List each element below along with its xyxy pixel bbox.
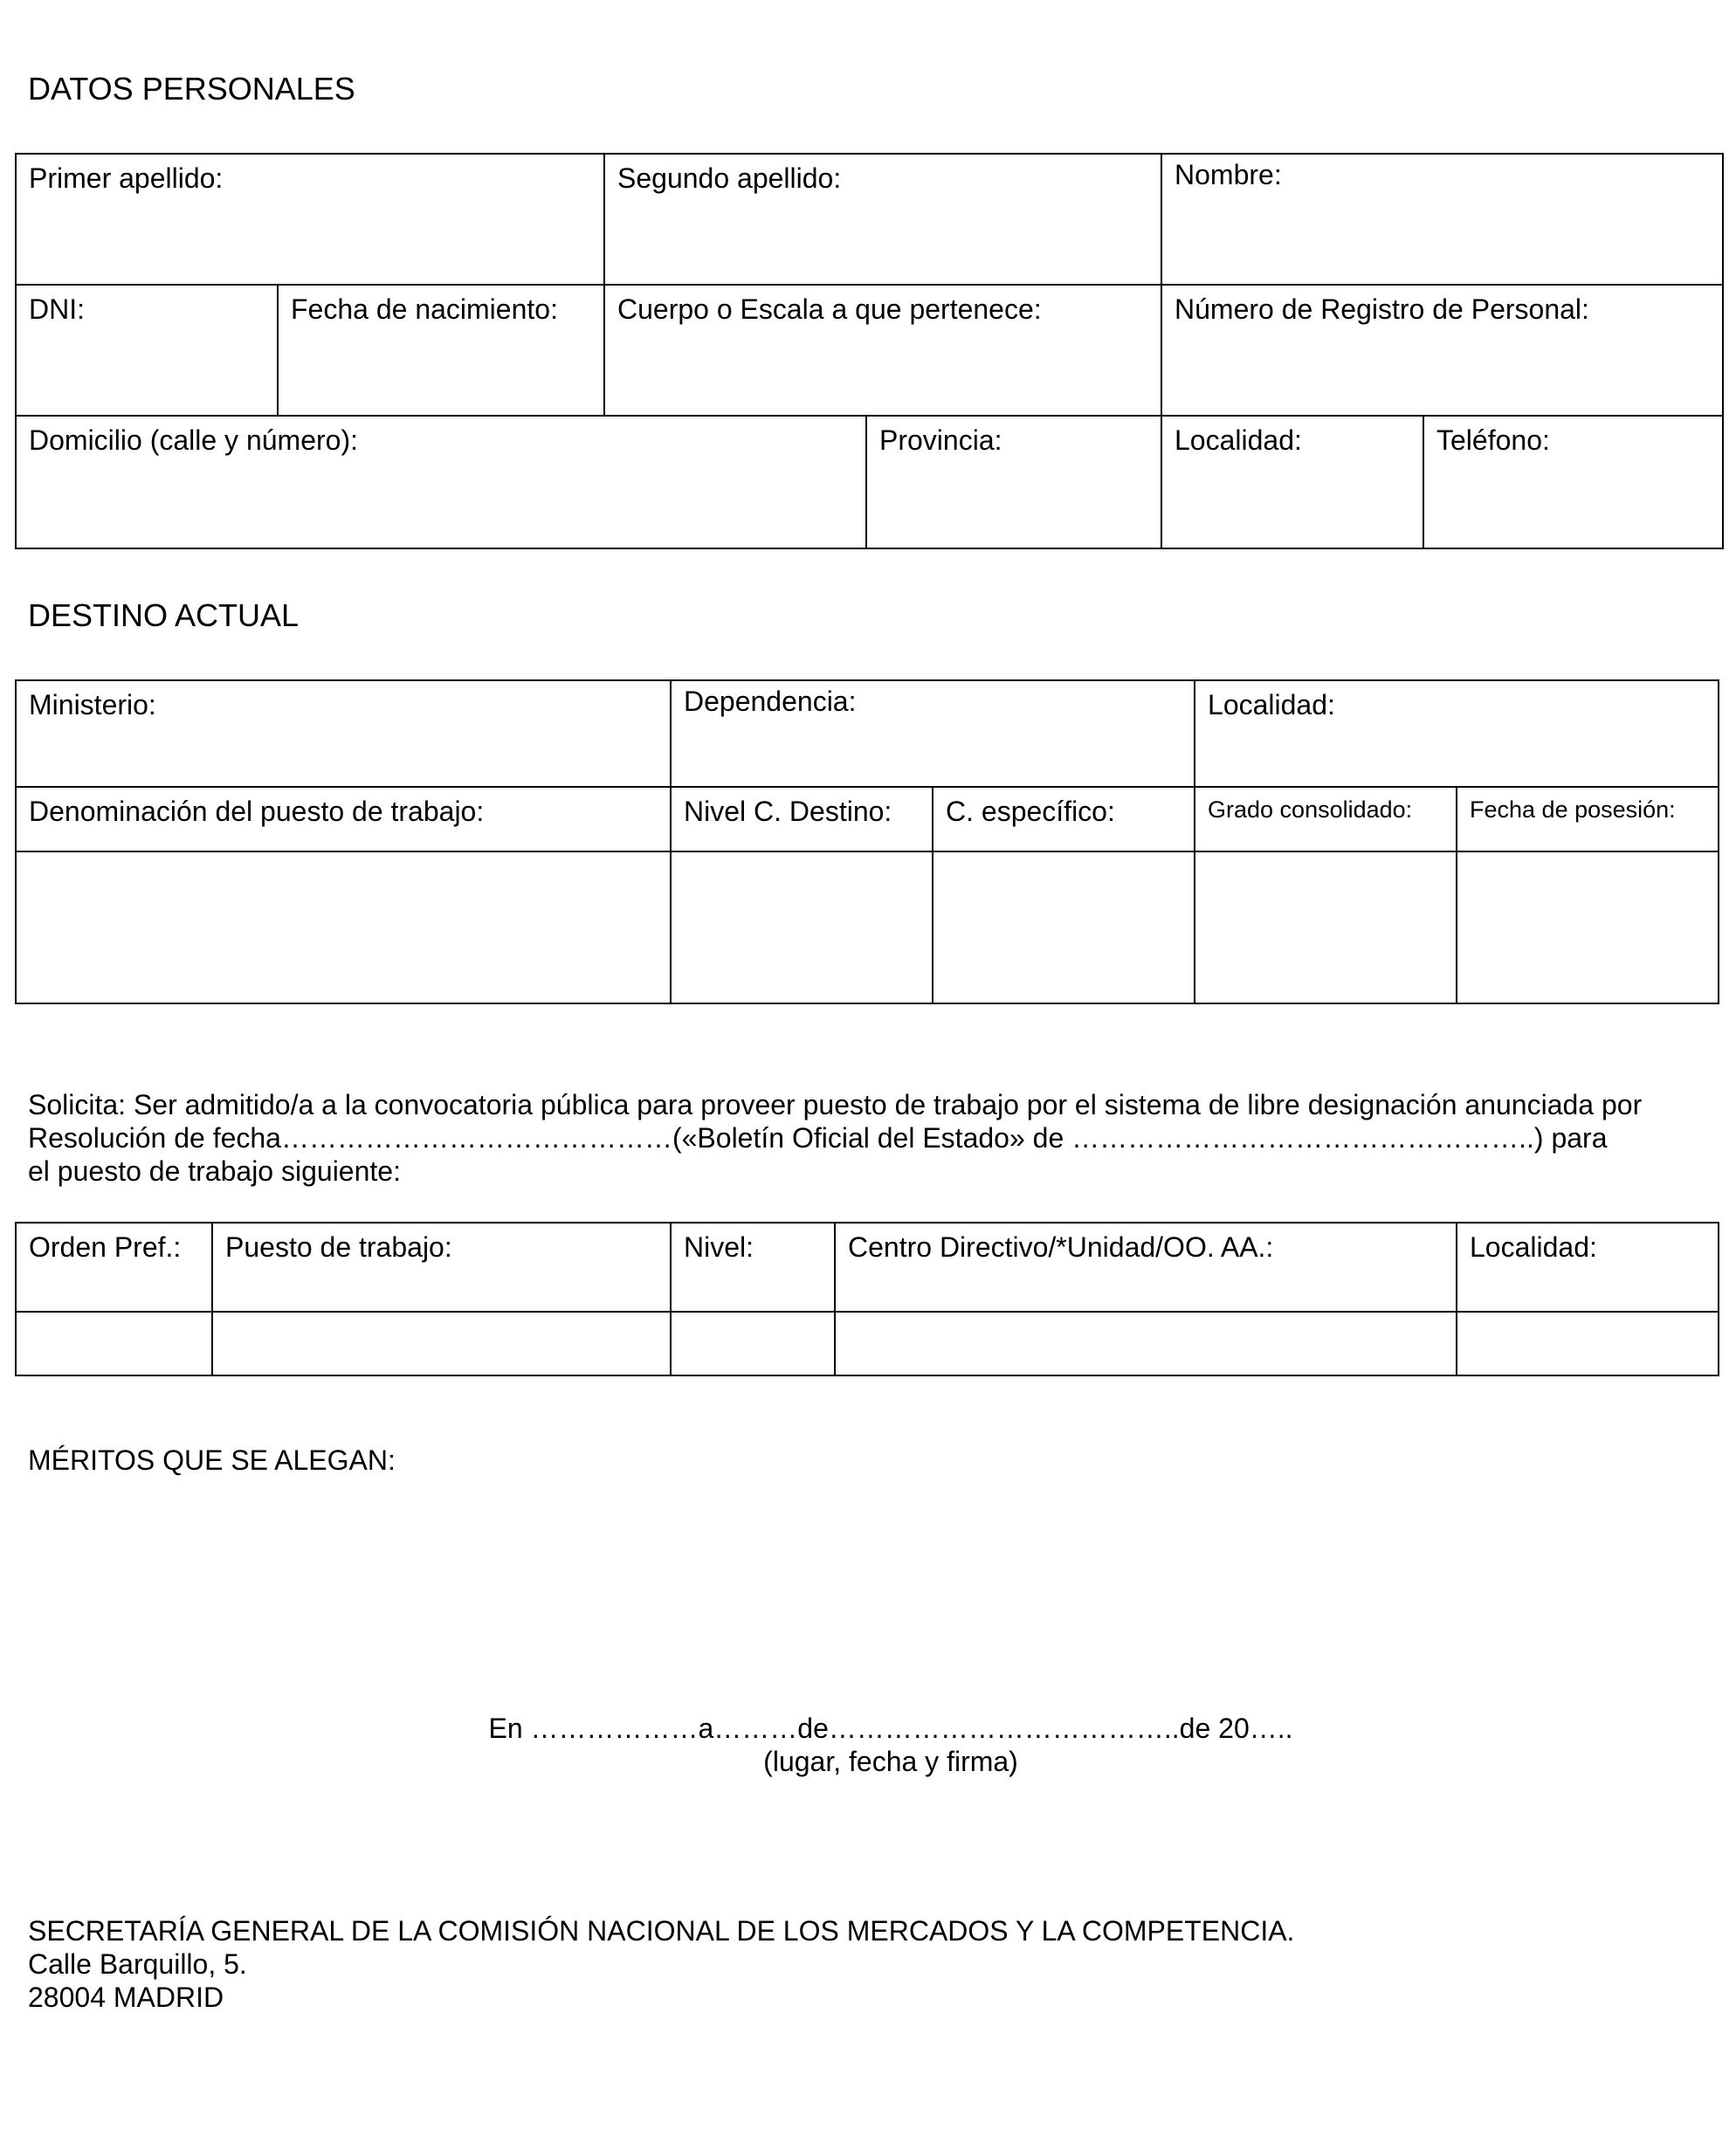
especifico-input[interactable] (933, 851, 1195, 1003)
nivel-header (671, 1223, 835, 1312)
primer-apellido-field[interactable] (16, 154, 604, 285)
especifico-label: C. específico: (946, 796, 1115, 827)
grado-input[interactable] (1195, 851, 1457, 1003)
footer-calle: Calle Barquillo, 5. (28, 1948, 247, 1980)
fecha-posesion-header (1457, 787, 1719, 851)
fecha-posesion-input[interactable] (1457, 851, 1719, 1003)
puesto-trabajo-input[interactable] (212, 1312, 671, 1375)
solicita-line-1: Solicita: Ser admitido/a a la convocatoria pública para proveer puesto de trabajo por el sistema de libre designación anunciada por (28, 1089, 1643, 1120)
footer-organismo: SECRETARÍA GENERAL DE LA COMISIÓN NACIONAL DE LOS MERCADOS Y LA COMPETENCIA. (28, 1915, 1295, 1947)
primer-apellido-label: Primer apellido: (29, 162, 224, 194)
footer-ciudad: 28004 MADRID (28, 1982, 224, 2013)
nombre-label: Nombre: (1175, 159, 1282, 190)
domicilio-label: Domicilio (calle y número): (29, 424, 358, 456)
dependencia-label: Dependencia: (684, 686, 857, 717)
nivel-label: Nivel: (684, 1231, 754, 1263)
provincia-label: Provincia: (879, 424, 1002, 456)
denominacion-label: Denominación del puesto de trabajo: (29, 796, 485, 827)
centro-directivo-header (835, 1223, 1457, 1312)
puesto-trabajo-label: Puesto de trabajo: (225, 1231, 452, 1263)
puesto-trabajo-header (212, 1223, 671, 1312)
ministerio-label: Ministerio: (29, 689, 156, 720)
fecha-nacimiento-field[interactable] (278, 285, 604, 416)
section-heading-destino-actual: DESTINO ACTUAL (28, 597, 300, 633)
nivel-input[interactable] (671, 1312, 835, 1375)
ministerio-field[interactable] (16, 680, 671, 787)
fecha-posesion-label: Fecha de posesión: (1470, 796, 1676, 823)
orden-pref-label: Orden Pref.: (29, 1231, 182, 1263)
cuerpo-escala-label: Cuerpo o Escala a que pertenece: (617, 293, 1042, 325)
nrp-label: Número de Registro de Personal: (1175, 293, 1589, 325)
denominacion-header (16, 787, 671, 851)
dni-label: DNI: (29, 293, 85, 325)
firma-line: En ………………a………de………………………………..de 20….. (488, 1713, 1293, 1744)
nivel-destino-label: Nivel C. Destino: (684, 796, 892, 827)
personal-data-table (15, 153, 1724, 549)
nivel-destino-input[interactable] (671, 851, 933, 1003)
denominacion-input[interactable] (16, 851, 671, 1003)
segundo-apellido-field[interactable] (604, 154, 1161, 285)
nombre-field[interactable] (1161, 154, 1723, 285)
orden-pref-header (16, 1223, 212, 1312)
localidad-destino-label: Localidad: (1208, 689, 1335, 720)
meritos-heading: MÉRITOS QUE SE ALEGAN: (28, 1444, 396, 1476)
segundo-apellido-label: Segundo apellido: (617, 162, 842, 194)
puesto-table (15, 1222, 1719, 1376)
nrp-field[interactable] (1161, 285, 1723, 416)
telefono-label: Teléfono: (1436, 424, 1550, 456)
dependencia-field[interactable] (671, 680, 1195, 787)
especifico-header (933, 787, 1195, 851)
localidad-label: Localidad: (1175, 424, 1302, 456)
solicita-line-3: el puesto de trabajo siguiente: (28, 1155, 401, 1187)
centro-directivo-input[interactable] (835, 1312, 1457, 1375)
centro-directivo-label: Centro Directivo/*Unidad/OO. AA.: (848, 1231, 1274, 1263)
grado-label: Grado consolidado: (1208, 796, 1413, 823)
localidad-field[interactable] (1161, 416, 1423, 548)
solicita-line-2: Resolución de fecha……………………………………(«Boletín Oficial del Estado» de …………………………………………..) para (28, 1122, 1608, 1154)
section-heading-datos-personales: DATOS PERSONALES (28, 71, 355, 107)
solicita-paragraph (28, 1088, 1713, 1188)
fecha-nacimiento-label: Fecha de nacimiento: (291, 293, 558, 325)
orden-pref-input[interactable] (16, 1312, 212, 1375)
cuerpo-escala-field[interactable] (604, 285, 1161, 416)
localidad-puesto-input[interactable] (1457, 1312, 1719, 1375)
dni-field[interactable] (16, 285, 278, 416)
domicilio-field[interactable] (16, 416, 866, 548)
firma-caption: (lugar, fecha y firma) (763, 1746, 1018, 1777)
localidad-puesto-header (1457, 1223, 1719, 1312)
nivel-destino-header (671, 787, 933, 851)
localidad-puesto-label: Localidad: (1470, 1231, 1597, 1263)
destino-table (15, 679, 1719, 1004)
localidad-destino-field[interactable] (1195, 680, 1719, 787)
grado-header (1195, 787, 1457, 851)
telefono-field[interactable] (1423, 416, 1723, 548)
provincia-field[interactable] (866, 416, 1161, 548)
